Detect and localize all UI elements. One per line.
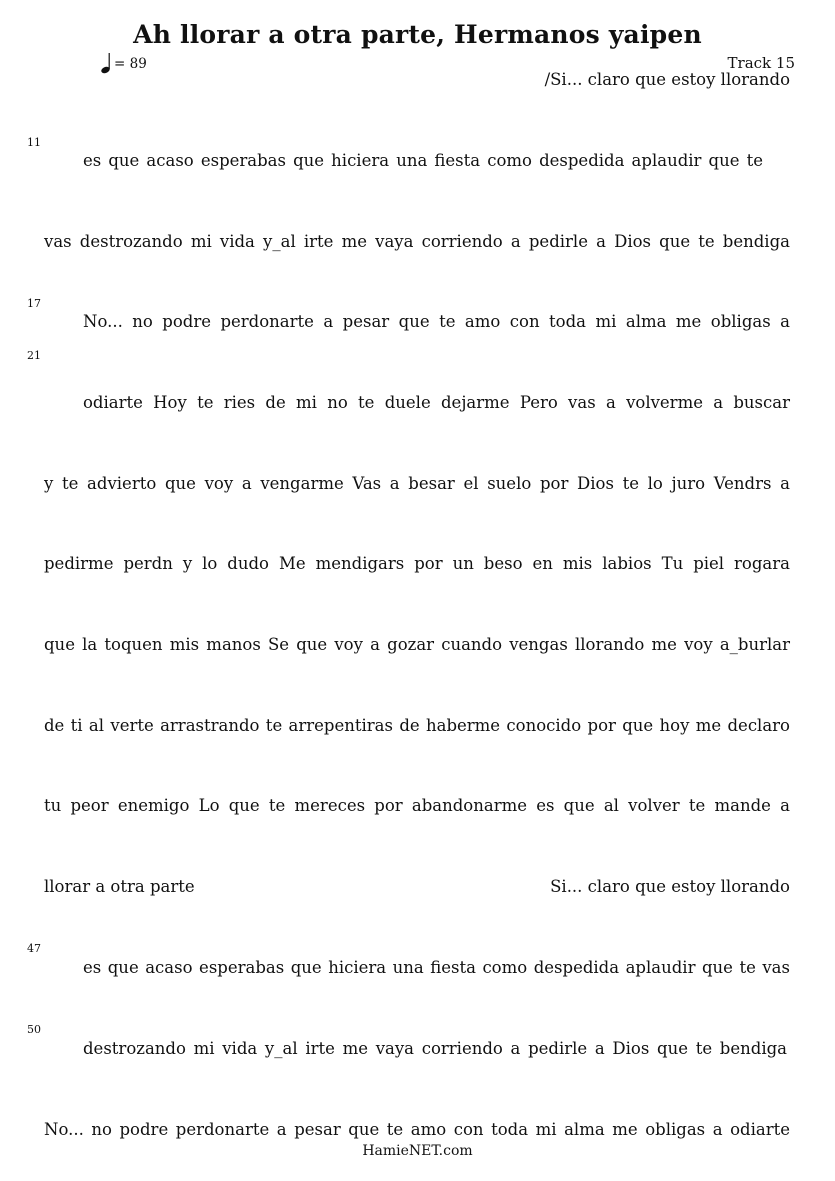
lyric-segment: llorar a otra parte: [44, 877, 195, 896]
lyric-line: es que acaso esperabas que hiciera una fiesta como despedida aplaudir que te: [83, 151, 763, 170]
lyric-line: es que acaso esperabas que hiciera una fiesta como despedida aplaudir que te vas: [83, 958, 790, 977]
lyric-line: pedirme perdn y lo dudo Me mendigars por un beso en mis labios Tu piel rogara: [44, 554, 790, 573]
lyric-line: que la toquen mis manos Se que voy a gozar cuando vengas llorando me voy a_burlar: [44, 635, 790, 654]
song-title: Ah llorar a otra parte, Hermanos yaipen: [133, 20, 702, 49]
tempo-value: = 89: [114, 56, 147, 72]
lyric-line: de ti al verte arrastrando te arrepentiras de haberme conocido por que hoy me declaro: [44, 716, 790, 735]
lyric-line: odiarte Hoy te ries de mi no te duele dejarme Pero vas a volverme a buscar: [83, 393, 790, 412]
lyric-line-split: [44, 877, 790, 897]
lyric-line: tu peor enemigo Lo que te mereces por abandonarme es que al volver te mande a: [44, 796, 790, 815]
footer-credit: HamieNET.com: [362, 1143, 473, 1159]
lyric-line: No... no podre perdonarte a pesar que te amo con toda mi alma me obligas a: [83, 312, 790, 331]
measure-number: 47: [27, 942, 41, 955]
measure-number: 17: [27, 297, 41, 310]
track-label: Track 15: [727, 54, 795, 72]
lyric-line: /Si... claro que estoy llorando: [544, 70, 790, 89]
measure-number: 50: [27, 1023, 41, 1036]
lyric-line: destrozando mi vida y_al irte me vaya corriendo a pedirle a Dios que te bendiga: [83, 1039, 787, 1058]
lyric-line: No... no podre perdonarte a pesar que te amo con toda mi alma me obligas a odiarte: [44, 1120, 790, 1139]
lyric-segment: Si... claro que estoy llorando: [550, 877, 790, 896]
measure-number: 11: [27, 136, 41, 149]
lyric-line: vas destrozando mi vida y_al irte me vaya corriendo a pedirle a Dios que te bendiga: [44, 232, 790, 251]
lyric-line: y te advierto que voy a vengarme Vas a besar el suelo por Dios te lo juro Vendrs a: [44, 474, 790, 493]
measure-number: 21: [27, 349, 41, 362]
